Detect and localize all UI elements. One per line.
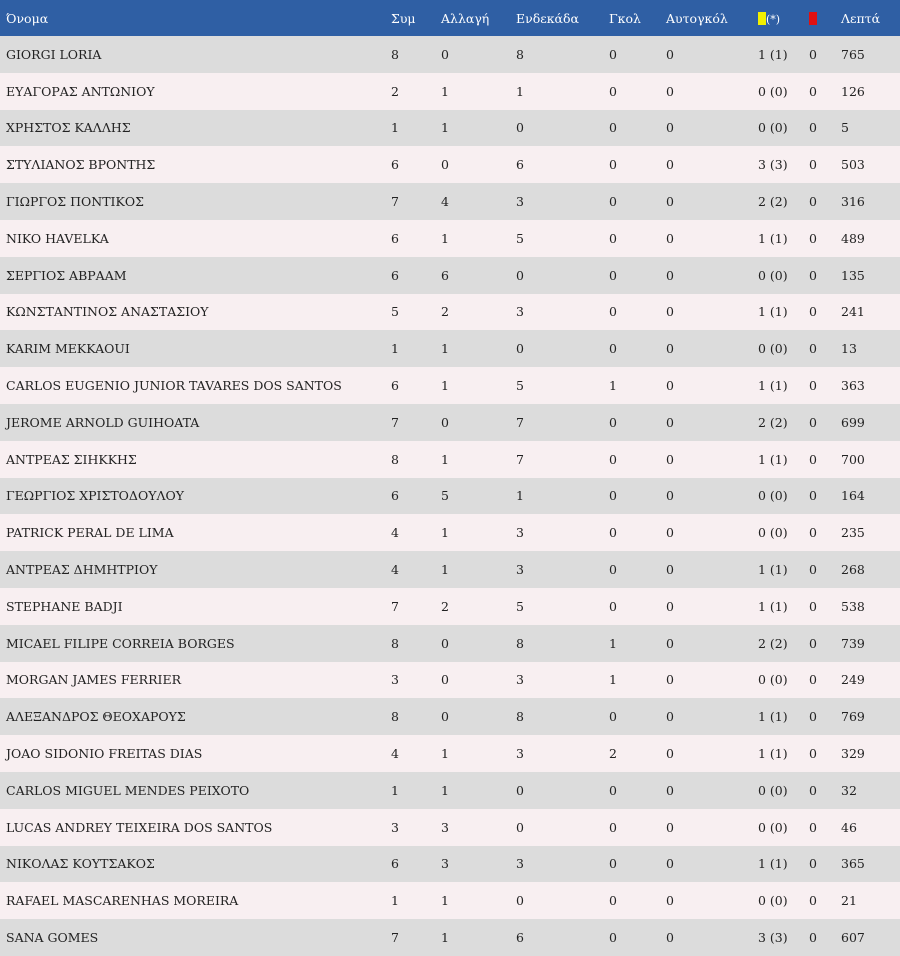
column-header-minutes[interactable]: Λεπτά: [841, 10, 881, 26]
red-cards-value: 0: [809, 525, 817, 541]
table-row: [0, 36, 900, 73]
goals-value: 0: [609, 304, 617, 320]
goals-value: 0: [609, 893, 617, 909]
player-name: ΓΕΩΡΓΙΟΣ ΧΡΙΣΤΟΔΟΥΛΟΥ: [6, 488, 184, 504]
red-cards-value: 0: [809, 378, 817, 394]
minutes-value: 235: [841, 525, 865, 541]
starts-value: 3: [516, 856, 524, 872]
own-goals-value: 0: [666, 893, 674, 909]
own-goals-value: 0: [666, 930, 674, 946]
apps-value: 4: [391, 746, 399, 762]
own-goals-value: 0: [666, 341, 674, 357]
red-cards-value: 0: [809, 488, 817, 504]
starts-value: 3: [516, 562, 524, 578]
column-header-own-goals[interactable]: Αυτογκόλ: [666, 10, 728, 26]
subs-value: 1: [441, 930, 449, 946]
minutes-value: 316: [841, 194, 865, 210]
red-cards-value: 0: [809, 414, 817, 430]
goals-value: 0: [609, 562, 617, 578]
yellow-cards-value: 0 (0): [758, 893, 788, 909]
player-name: ΧΡΗΣΤΟΣ ΚΑΛΛΗΣ: [6, 120, 131, 136]
minutes-value: 503: [841, 157, 865, 173]
table-row: [0, 404, 900, 441]
starts-value: 0: [516, 782, 524, 798]
own-goals-value: 0: [666, 451, 674, 467]
starts-value: 3: [516, 672, 524, 688]
player-name: SANA GOMES: [6, 930, 99, 946]
player-name: NIKO HAVELKA: [6, 230, 109, 246]
table-row: [0, 735, 900, 772]
table-row: [0, 330, 900, 367]
table-row: [0, 698, 900, 735]
table-row: [0, 73, 900, 110]
yellow-card-icon: [758, 12, 766, 25]
table-row: [0, 514, 900, 551]
own-goals-value: 0: [666, 230, 674, 246]
minutes-value: 739: [841, 635, 865, 651]
yellow-cards-value: 1 (1): [758, 304, 788, 320]
own-goals-value: 0: [666, 46, 674, 62]
own-goals-value: 0: [666, 598, 674, 614]
column-header-starts[interactable]: Ενδεκάδα: [516, 10, 579, 26]
table-row: [0, 110, 900, 147]
red-cards-value: 0: [809, 819, 817, 835]
player-name: GIORGI LORIA: [6, 46, 102, 62]
red-cards-value: 0: [809, 930, 817, 946]
minutes-value: 249: [841, 672, 865, 688]
goals-value: 2: [609, 746, 617, 762]
own-goals-value: 0: [666, 709, 674, 725]
player-name: ΑΝΤΡΕΑΣ ΣΙΗΚΚΗΣ: [6, 451, 137, 467]
apps-value: 7: [391, 414, 399, 430]
red-cards-value: 0: [809, 304, 817, 320]
goals-value: 0: [609, 194, 617, 210]
player-name: ΝΙΚΟΛΑΣ ΚΟΥΤΣΑΚΟΣ: [6, 856, 155, 872]
player-name: MICAEL FILIPE CORREIA BORGES: [6, 635, 235, 651]
apps-value: 6: [391, 157, 399, 173]
column-header-name[interactable]: Όνομα: [6, 10, 49, 26]
red-cards-value: 0: [809, 341, 817, 357]
goals-value: 0: [609, 157, 617, 173]
goals-value: 1: [609, 378, 617, 394]
column-header-subs[interactable]: Αλλαγή: [441, 10, 490, 26]
yellow-cards-value: 1 (1): [758, 451, 788, 467]
starts-value: 7: [516, 451, 524, 467]
goals-value: 0: [609, 341, 617, 357]
yellow-cards-value: 1 (1): [758, 378, 788, 394]
red-cards-value: 0: [809, 672, 817, 688]
minutes-value: 538: [841, 598, 865, 614]
starts-value: 3: [516, 746, 524, 762]
subs-value: 0: [441, 709, 449, 725]
apps-value: 5: [391, 304, 399, 320]
player-name: ΑΝΤΡΕΑΣ ΔΗΜΗΤΡΙΟΥ: [6, 562, 158, 578]
subs-value: 3: [441, 819, 449, 835]
red-cards-value: 0: [809, 635, 817, 651]
subs-value: 3: [441, 856, 449, 872]
yellow-cards-value: 0 (0): [758, 83, 788, 99]
red-cards-value: 0: [809, 893, 817, 909]
yellow-cards-value: 2 (2): [758, 414, 788, 430]
yellow-cards-value: 1 (1): [758, 746, 788, 762]
subs-value: 1: [441, 746, 449, 762]
red-cards-value: 0: [809, 230, 817, 246]
yellow-cards-value: 0 (0): [758, 672, 788, 688]
minutes-value: 46: [841, 819, 857, 835]
red-cards-value: 0: [809, 746, 817, 762]
table-row: [0, 367, 900, 404]
own-goals-value: 0: [666, 414, 674, 430]
subs-value: 4: [441, 194, 449, 210]
yellow-cards-value: 1 (1): [758, 598, 788, 614]
minutes-value: 13: [841, 341, 857, 357]
goals-value: 0: [609, 525, 617, 541]
goals-value: 1: [609, 635, 617, 651]
minutes-value: 126: [841, 83, 865, 99]
subs-value: 1: [441, 230, 449, 246]
apps-value: 7: [391, 930, 399, 946]
player-name: MORGAN JAMES FERRIER: [6, 672, 181, 688]
table-row: [0, 919, 900, 956]
yellow-cards-value: 1 (1): [758, 709, 788, 725]
player-name: KARIM MEKKAOUI: [6, 341, 130, 357]
apps-value: 1: [391, 120, 399, 136]
starts-value: 8: [516, 709, 524, 725]
red-card-icon: [809, 12, 817, 25]
player-name: JEROME ARNOLD GUIHOATA: [6, 414, 200, 430]
starts-value: 5: [516, 230, 524, 246]
subs-value: 5: [441, 488, 449, 504]
apps-value: 6: [391, 488, 399, 504]
starts-value: 0: [516, 341, 524, 357]
red-cards-value: 0: [809, 157, 817, 173]
goals-value: 0: [609, 46, 617, 62]
goals-value: 0: [609, 451, 617, 467]
red-cards-value: 0: [809, 46, 817, 62]
own-goals-value: 0: [666, 157, 674, 173]
own-goals-value: 0: [666, 83, 674, 99]
apps-value: 8: [391, 709, 399, 725]
subs-value: 2: [441, 598, 449, 614]
yellow-cards-value: 1 (1): [758, 856, 788, 872]
table-row: [0, 809, 900, 846]
yellow-cards-value: 2 (2): [758, 635, 788, 651]
goals-value: 0: [609, 856, 617, 872]
starts-value: 1: [516, 488, 524, 504]
apps-value: 1: [391, 893, 399, 909]
goals-value: 0: [609, 930, 617, 946]
subs-value: 0: [441, 635, 449, 651]
minutes-value: 268: [841, 562, 865, 578]
column-header-yellow-cards[interactable]: [758, 0, 809, 36]
goals-value: 0: [609, 414, 617, 430]
own-goals-value: 0: [666, 525, 674, 541]
apps-value: 8: [391, 451, 399, 467]
table-row: [0, 183, 900, 220]
column-header-apps[interactable]: Συμ: [391, 10, 416, 26]
apps-value: 1: [391, 782, 399, 798]
minutes-value: 699: [841, 414, 865, 430]
table-header: [0, 0, 900, 36]
player-name: RAFAEL MASCARENHAS MOREIRA: [6, 893, 239, 909]
own-goals-value: 0: [666, 746, 674, 762]
subs-value: 1: [441, 120, 449, 136]
subs-value: 1: [441, 378, 449, 394]
player-name: ΚΩΝΣΤΑΝΤΙΝΟΣ ΑΝΑΣΤΑΣΙΟΥ: [6, 304, 209, 320]
apps-value: 4: [391, 525, 399, 541]
yellow-cards-value: 0 (0): [758, 525, 788, 541]
table-row: [0, 257, 900, 294]
yellow-cards-value: 0 (0): [758, 782, 788, 798]
table-body: [0, 36, 900, 956]
player-name: ΣΤΥΛΙΑΝΟΣ ΒΡΟΝΤΗΣ: [6, 157, 156, 173]
goals-value: 0: [609, 83, 617, 99]
red-cards-value: 0: [809, 120, 817, 136]
subs-value: 1: [441, 83, 449, 99]
subs-value: 1: [441, 562, 449, 578]
apps-value: 7: [391, 598, 399, 614]
starts-value: 7: [516, 414, 524, 430]
goals-value: 0: [609, 782, 617, 798]
subs-value: 6: [441, 267, 449, 283]
apps-value: 2: [391, 83, 399, 99]
minutes-value: 363: [841, 378, 865, 394]
minutes-value: 365: [841, 856, 865, 872]
subs-value: 2: [441, 304, 449, 320]
subs-value: 0: [441, 414, 449, 430]
player-name: ΕΥΑΓΟΡΑΣ ΑΝΤΩΝΙΟΥ: [6, 83, 155, 99]
yellow-cards-value: 0 (0): [758, 819, 788, 835]
apps-value: 1: [391, 341, 399, 357]
goals-value: 0: [609, 709, 617, 725]
apps-value: 7: [391, 194, 399, 210]
own-goals-value: 0: [666, 562, 674, 578]
minutes-value: 32: [841, 782, 857, 798]
subs-value: 0: [441, 46, 449, 62]
starts-value: 5: [516, 598, 524, 614]
own-goals-value: 0: [666, 635, 674, 651]
table-row: [0, 625, 900, 662]
starts-value: 3: [516, 304, 524, 320]
subs-value: 0: [441, 157, 449, 173]
minutes-value: 5: [841, 120, 849, 136]
header-row: [0, 0, 900, 36]
apps-value: 3: [391, 672, 399, 688]
goals-value: 0: [609, 598, 617, 614]
yellow-cards-value: 2 (2): [758, 194, 788, 210]
starts-value: 6: [516, 930, 524, 946]
player-name: LUCAS ANDREY TEIXEIRA DOS SANTOS: [6, 819, 273, 835]
own-goals-value: 0: [666, 782, 674, 798]
subs-value: 1: [441, 893, 449, 909]
goals-value: 0: [609, 267, 617, 283]
table-row: [0, 551, 900, 588]
subs-value: 1: [441, 782, 449, 798]
red-cards-value: 0: [809, 856, 817, 872]
starts-value: 0: [516, 893, 524, 909]
starts-value: 0: [516, 120, 524, 136]
red-cards-value: 0: [809, 194, 817, 210]
own-goals-value: 0: [666, 194, 674, 210]
red-cards-value: 0: [809, 451, 817, 467]
table-row: [0, 441, 900, 478]
starts-value: 6: [516, 157, 524, 173]
apps-value: 8: [391, 46, 399, 62]
table-row: [0, 146, 900, 183]
minutes-value: 700: [841, 451, 865, 467]
yellow-cards-value: 3 (3): [758, 157, 788, 173]
yellow-cards-value: 1 (1): [758, 562, 788, 578]
own-goals-value: 0: [666, 267, 674, 283]
own-goals-value: 0: [666, 488, 674, 504]
goals-value: 0: [609, 819, 617, 835]
player-name: ΓΙΩΡΓΟΣ ΠΟΝΤΙΚΟΣ: [6, 194, 144, 210]
starts-value: 0: [516, 267, 524, 283]
player-name: CARLOS MIGUEL MENDES PEIXOTO: [6, 782, 250, 798]
yellow-cards-value: 0 (0): [758, 267, 788, 283]
table-row: [0, 294, 900, 331]
minutes-value: 241: [841, 304, 865, 320]
yellow-cards-value: 0 (0): [758, 488, 788, 504]
starts-value: 8: [516, 635, 524, 651]
minutes-value: 607: [841, 930, 865, 946]
own-goals-value: 0: [666, 378, 674, 394]
yellow-cards-value: 3 (3): [758, 930, 788, 946]
red-cards-value: 0: [809, 83, 817, 99]
table-row: [0, 772, 900, 809]
goals-value: 1: [609, 672, 617, 688]
column-header-red-cards[interactable]: [809, 0, 841, 36]
red-cards-value: 0: [809, 267, 817, 283]
own-goals-value: 0: [666, 304, 674, 320]
goals-value: 0: [609, 488, 617, 504]
apps-value: 8: [391, 635, 399, 651]
player-name: CARLOS EUGENIO JUNIOR TAVARES DOS SANTOS: [6, 378, 342, 394]
minutes-value: 489: [841, 230, 865, 246]
own-goals-value: 0: [666, 819, 674, 835]
red-cards-value: 0: [809, 782, 817, 798]
minutes-value: 21: [841, 893, 857, 909]
own-goals-value: 0: [666, 856, 674, 872]
minutes-value: 329: [841, 746, 865, 762]
apps-value: 6: [391, 378, 399, 394]
table-row: [0, 662, 900, 699]
red-cards-value: 0: [809, 709, 817, 725]
apps-value: 6: [391, 267, 399, 283]
yellow-cards-value: 1 (1): [758, 46, 788, 62]
red-cards-value: 0: [809, 562, 817, 578]
player-name: ΣΕΡΓΙΟΣ ΑΒΡΑΑΜ: [6, 267, 127, 283]
player-name: PATRICK PERAL DE LIMA: [6, 525, 174, 541]
player-name: ΑΛΕΞΑΝΔΡΟΣ ΘΕΟΧΑΡΟΥΣ: [6, 709, 186, 725]
apps-value: 3: [391, 819, 399, 835]
yellow-cards-value: 1 (1): [758, 230, 788, 246]
own-goals-value: 0: [666, 120, 674, 136]
minutes-value: 765: [841, 46, 865, 62]
minutes-value: 769: [841, 709, 865, 725]
starts-value: 5: [516, 378, 524, 394]
starts-value: 1: [516, 83, 524, 99]
red-cards-value: 0: [809, 598, 817, 614]
starts-value: 0: [516, 819, 524, 835]
table-row: [0, 588, 900, 625]
table-row: [0, 220, 900, 257]
yellow-cards-value: 0 (0): [758, 341, 788, 357]
yellow-cards-value: 0 (0): [758, 120, 788, 136]
own-goals-value: 0: [666, 672, 674, 688]
starts-value: 8: [516, 46, 524, 62]
subs-value: 0: [441, 672, 449, 688]
subs-value: 1: [441, 525, 449, 541]
apps-value: 6: [391, 856, 399, 872]
minutes-value: 135: [841, 267, 865, 283]
table-row: [0, 882, 900, 919]
subs-value: 1: [441, 451, 449, 467]
table-row: [0, 846, 900, 883]
starts-value: 3: [516, 525, 524, 541]
player-name: JOAO SIDONIO FREITAS DIAS: [6, 746, 203, 762]
apps-value: 4: [391, 562, 399, 578]
goals-value: 0: [609, 230, 617, 246]
player-name: STEPHANE BADJI: [6, 598, 123, 614]
goals-value: 0: [609, 120, 617, 136]
starts-value: 3: [516, 194, 524, 210]
table-row: [0, 478, 900, 515]
column-header-goals[interactable]: Γκολ: [609, 10, 641, 26]
minutes-value: 164: [841, 488, 865, 504]
yellow-card-note: (*): [766, 12, 781, 26]
apps-value: 6: [391, 230, 399, 246]
subs-value: 1: [441, 341, 449, 357]
